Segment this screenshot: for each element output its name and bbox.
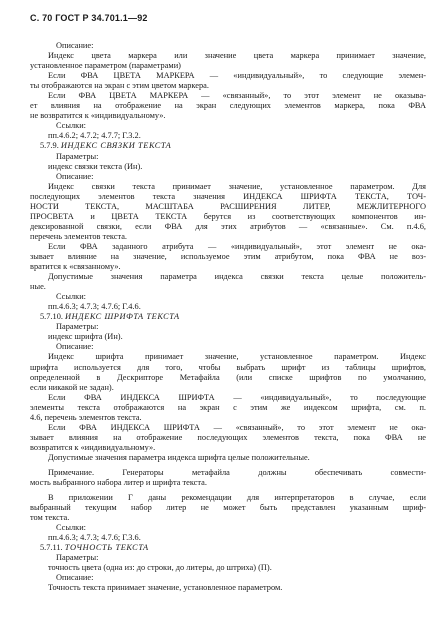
text-line: дексированной связки, если ФВА для этих атрибутов — «связанные». См. п.4.6, bbox=[30, 221, 426, 231]
text-line: индекс шрифта (Ин). bbox=[48, 332, 123, 342]
section-heading: 5.7.11. ТОЧНОСТЬ ТЕКСТА bbox=[40, 543, 149, 553]
text-line: Если ФВА ИНДЕКСА ШРИФТА — «индивидуальный», то последующие bbox=[48, 392, 426, 402]
text-line: Допустимые значения параметра индекса связки текста целые положитель- bbox=[48, 272, 426, 282]
text-line: шрифта используется для того, чтобы выбрать шрифт из таблицы шрифтов, bbox=[30, 362, 426, 372]
text-line: 4.6, перечень элементов текста. bbox=[30, 412, 142, 422]
text-line: Если ФВА ЦВЕТА МАРКЕРА — «индивидуальный», то следующие элемен- bbox=[48, 71, 426, 81]
text-line: Параметры: bbox=[56, 322, 99, 332]
text-line: индекс связки текста (Ин). bbox=[48, 161, 143, 171]
text-line: перечень элементов текста. bbox=[30, 231, 128, 241]
text-line: выбранный текущим набор литер не может быть представлен указанным шриф- bbox=[30, 503, 426, 513]
text-line: Если ФВА ЦВЕТА МАРКЕРА — «связанный», то этот элемент не оказыва- bbox=[48, 91, 426, 101]
text-line: Описание: bbox=[56, 41, 94, 50]
text-line: определенной в Дескрипторе Метафайла (или списке шрифтов по умолчанию, bbox=[30, 372, 426, 382]
running-header: С. 70 ГОСТ Р 34.701.1—92 bbox=[30, 13, 148, 23]
text-line: если никакой не задан). bbox=[30, 382, 114, 392]
text-line: Индекс цвета маркера или значение цвета маркера принимает значение, bbox=[48, 51, 426, 61]
text-line: пп.4.6.3; 4.7.3; 4.7.6; Г.4.6. bbox=[48, 302, 141, 312]
text-line: Параметры: bbox=[56, 151, 99, 161]
text-line: ные. bbox=[30, 282, 46, 292]
text-line: ты отображаются на экран с этим цветом маркера. bbox=[30, 81, 209, 91]
text-line: Описание: bbox=[56, 342, 94, 352]
text-line: Ссылки: bbox=[56, 121, 86, 131]
text-line: возвратится к «индивидуальному». bbox=[30, 442, 156, 452]
text-line: Если ФВА заданного атрибута — «индивидуальный», этот элемент не ока- bbox=[48, 241, 426, 251]
text-line: Примечание. Генераторы метафайла должны обеспечивать совмести- bbox=[48, 467, 426, 477]
text-line: Допустимые значения параметра индекса шрифта целые положительные. bbox=[48, 452, 310, 462]
section-heading: 5.7.10. ИНДЕКС ШРИФТА ТЕКСТА bbox=[40, 312, 180, 322]
text-line: зывает влияния на отображение последующих элементов текста, пока ФВА не bbox=[30, 432, 426, 442]
text-line: В приложении Г даны рекомендации для интерпретаторов в случае, если bbox=[48, 493, 426, 503]
text-line: Ссылки: bbox=[56, 292, 86, 302]
text-line: том текста. bbox=[30, 513, 70, 523]
text-line: точность цвета (одна из: до строки, до литеры, до штриха) (П). bbox=[48, 563, 272, 573]
text-line: Индекс шрифта принимает значение, установленное параметром. Индекс bbox=[48, 352, 426, 362]
text-line: зывает влияние на значение, используемое этим атрибутом, пока ФВА не воз- bbox=[30, 251, 426, 261]
text-line: Точность текста принимает значение, установленное параметром. bbox=[48, 583, 283, 593]
text-line: Индекс связки текста принимает значение, установленное параметром. Для bbox=[48, 181, 426, 191]
body-text bbox=[30, 41, 426, 594]
text-line: пп.4.6.3; 4.7.3; 4.7.6; Г.3.6. bbox=[48, 533, 141, 543]
text-line: Ссылки: bbox=[56, 523, 86, 533]
text-line: установленное параметром (параметрами) bbox=[30, 61, 181, 71]
text-line: мость выбранного набора литер и шрифта текста. bbox=[30, 478, 207, 488]
text-line: вратится к «связанному». bbox=[30, 262, 121, 272]
text-line: Если ФВА ИНДЕКСА ШРИФТА — «связанный», то этот элемент не ока- bbox=[48, 422, 426, 432]
text-line: пп.4.6.2; 4.7.2; 4.7.7; Г.3.2. bbox=[48, 131, 141, 141]
text-line: ет влияния на отображение на экран следующих элементов маркера, пока ФВА bbox=[30, 101, 426, 111]
text-line: ПРОСВЕТА и ЦВЕТА ТЕКСТА берутся из соответствующих компонентов ин- bbox=[30, 211, 426, 221]
text-line: Параметры: bbox=[56, 553, 99, 563]
section-heading: 5.7.9. ИНДЕКС СВЯЗКИ ТЕКСТА bbox=[40, 141, 172, 151]
text-line: НОСТИ ТЕКСТА, МАСШТАБА РАСШИРЕНИЯ ЛИТЕР, МЕЖЛИТЕРНОГО bbox=[30, 201, 426, 211]
text-line: Описание: bbox=[56, 573, 94, 583]
text-line: элементы текста отображаются на экран с этим же индексом шрифта, см. п. bbox=[30, 402, 426, 412]
text-line: не возвратится к «индивидуальному». bbox=[30, 111, 166, 121]
text-line: Описание: bbox=[56, 171, 94, 181]
text-line: последующих элементов текста значения ИНДЕКСА ШРИФТА ТЕКСТА, ТОЧ- bbox=[30, 191, 426, 201]
